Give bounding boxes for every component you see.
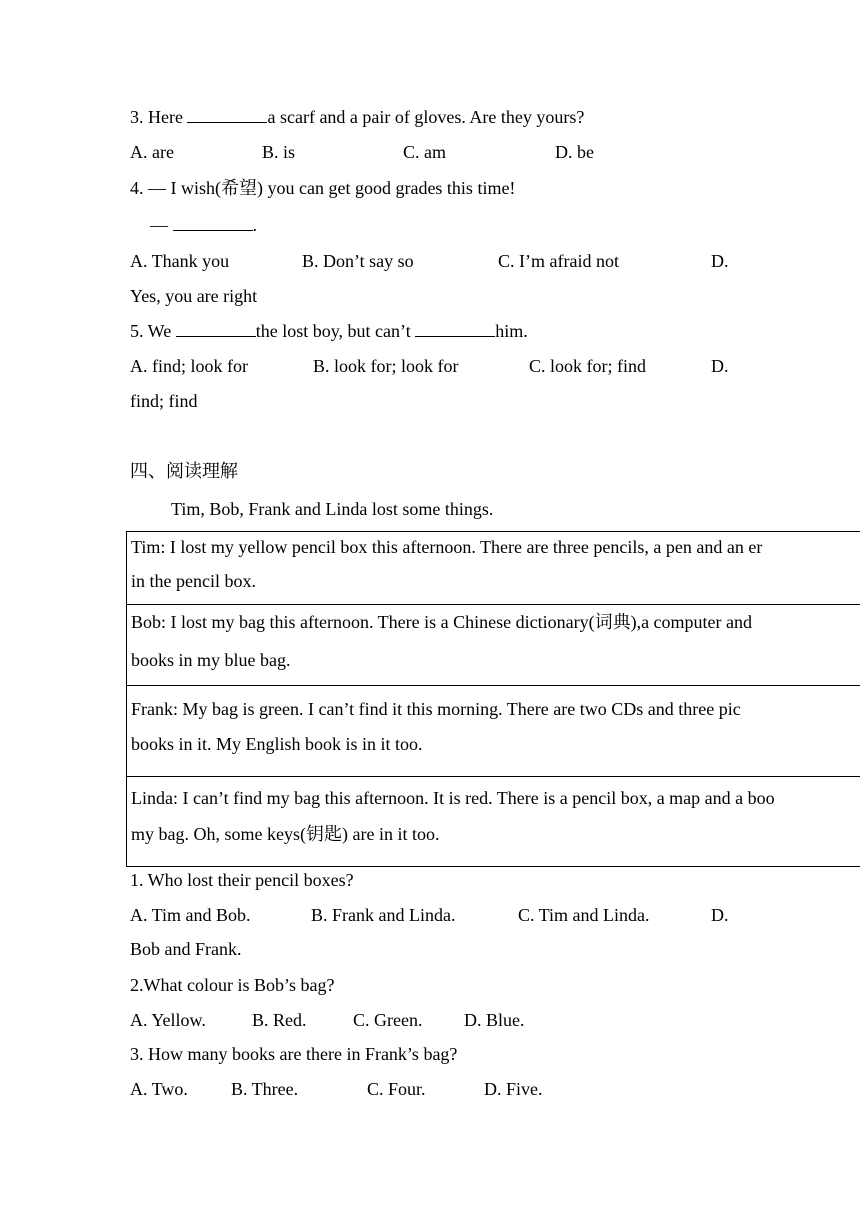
answer-blank (187, 108, 267, 123)
option-b: B. Frank and Linda. (311, 905, 456, 925)
passage-line: Tim: I lost my yellow pencil box this afternoon. There are three pencils, a pen and an er (131, 537, 763, 557)
option-b: B. Don’t say so (302, 251, 414, 271)
option-a: A. find; look for (130, 356, 248, 376)
option-d: D. (711, 905, 729, 925)
option-b: B. look for; look for (313, 356, 459, 376)
question-5 (130, 320, 528, 342)
option-c: C. Four. (367, 1079, 426, 1099)
option-b: B. Three. (231, 1079, 299, 1099)
option-d: D. (711, 251, 729, 271)
option-a: A. Two. (130, 1079, 188, 1099)
option-a: A. Yellow. (130, 1010, 206, 1030)
option-a: A. Thank you (130, 251, 230, 271)
reading-question-2: 2.What colour is Bob’s bag? (130, 975, 335, 995)
question-3-prefix: 3. Here (130, 107, 188, 127)
passage-bob (126, 604, 860, 685)
option-c: C. I’m afraid not (498, 251, 619, 271)
period: . (252, 215, 257, 235)
reading-question-1: 1. Who lost their pencil boxes? (130, 870, 354, 890)
answer-blank (176, 322, 256, 337)
option-b: B. is (262, 142, 296, 162)
question-4-line1: 4. — I wish(希望) you can get good grades this time! (130, 178, 516, 198)
passage-line: Frank: My bag is green. I can’t find it this morning. There are two CDs and three pic (131, 699, 741, 719)
reading-intro: Tim, Bob, Frank and Linda lost some things. (171, 499, 494, 519)
passage-line: books in my blue bag. (131, 650, 291, 670)
passage-line: my bag. Oh, some keys(钥匙) are in it too. (131, 824, 440, 844)
option-a: A. are (130, 142, 174, 162)
dash: — (150, 215, 173, 235)
option-a: A. Tim and Bob. (130, 905, 251, 925)
option-c: C. Tim and Linda. (518, 905, 650, 925)
answer-blank (173, 216, 253, 231)
passage-line: in the pencil box. (131, 571, 256, 591)
question-5-suffix: him. (495, 321, 528, 341)
option-d-text: Yes, you are right (130, 286, 258, 306)
passage-tim (126, 531, 860, 604)
passage-line: Linda: I can’t find my bag this afternoon. It is red. There is a pencil box, a map and a boo (131, 788, 775, 808)
option-d: D. Blue. (464, 1010, 525, 1030)
passage-linda (126, 776, 860, 867)
question-3 (130, 106, 584, 128)
option-d: D. be (555, 142, 594, 162)
passage-line: Bob: I lost my bag this afternoon. There is a Chinese dictionary(词典),a computer and (131, 612, 753, 632)
passage-line: books in it. My English book is in it too. (131, 734, 423, 754)
passage-frank (126, 685, 860, 776)
option-d-text: Bob and Frank. (130, 939, 242, 959)
question-5-prefix: 5. We (130, 321, 176, 341)
question-3-suffix: a scarf and a pair of gloves. Are they yours? (267, 107, 585, 127)
option-c: C. Green. (353, 1010, 423, 1030)
option-d-text: find; find (130, 391, 198, 411)
question-5-middle: the lost boy, but can’t (255, 321, 416, 341)
option-c: C. am (403, 142, 446, 162)
option-b: B. Red. (252, 1010, 307, 1030)
option-d: D. (711, 356, 729, 376)
option-c: C. look for; find (529, 356, 646, 376)
section-heading: 四、阅读理解 (130, 461, 238, 481)
answer-blank (415, 322, 495, 337)
reading-question-3: 3. How many books are there in Frank’s bag? (130, 1044, 458, 1064)
option-d: D. Five. (484, 1079, 543, 1099)
question-4-line2 (150, 214, 257, 236)
